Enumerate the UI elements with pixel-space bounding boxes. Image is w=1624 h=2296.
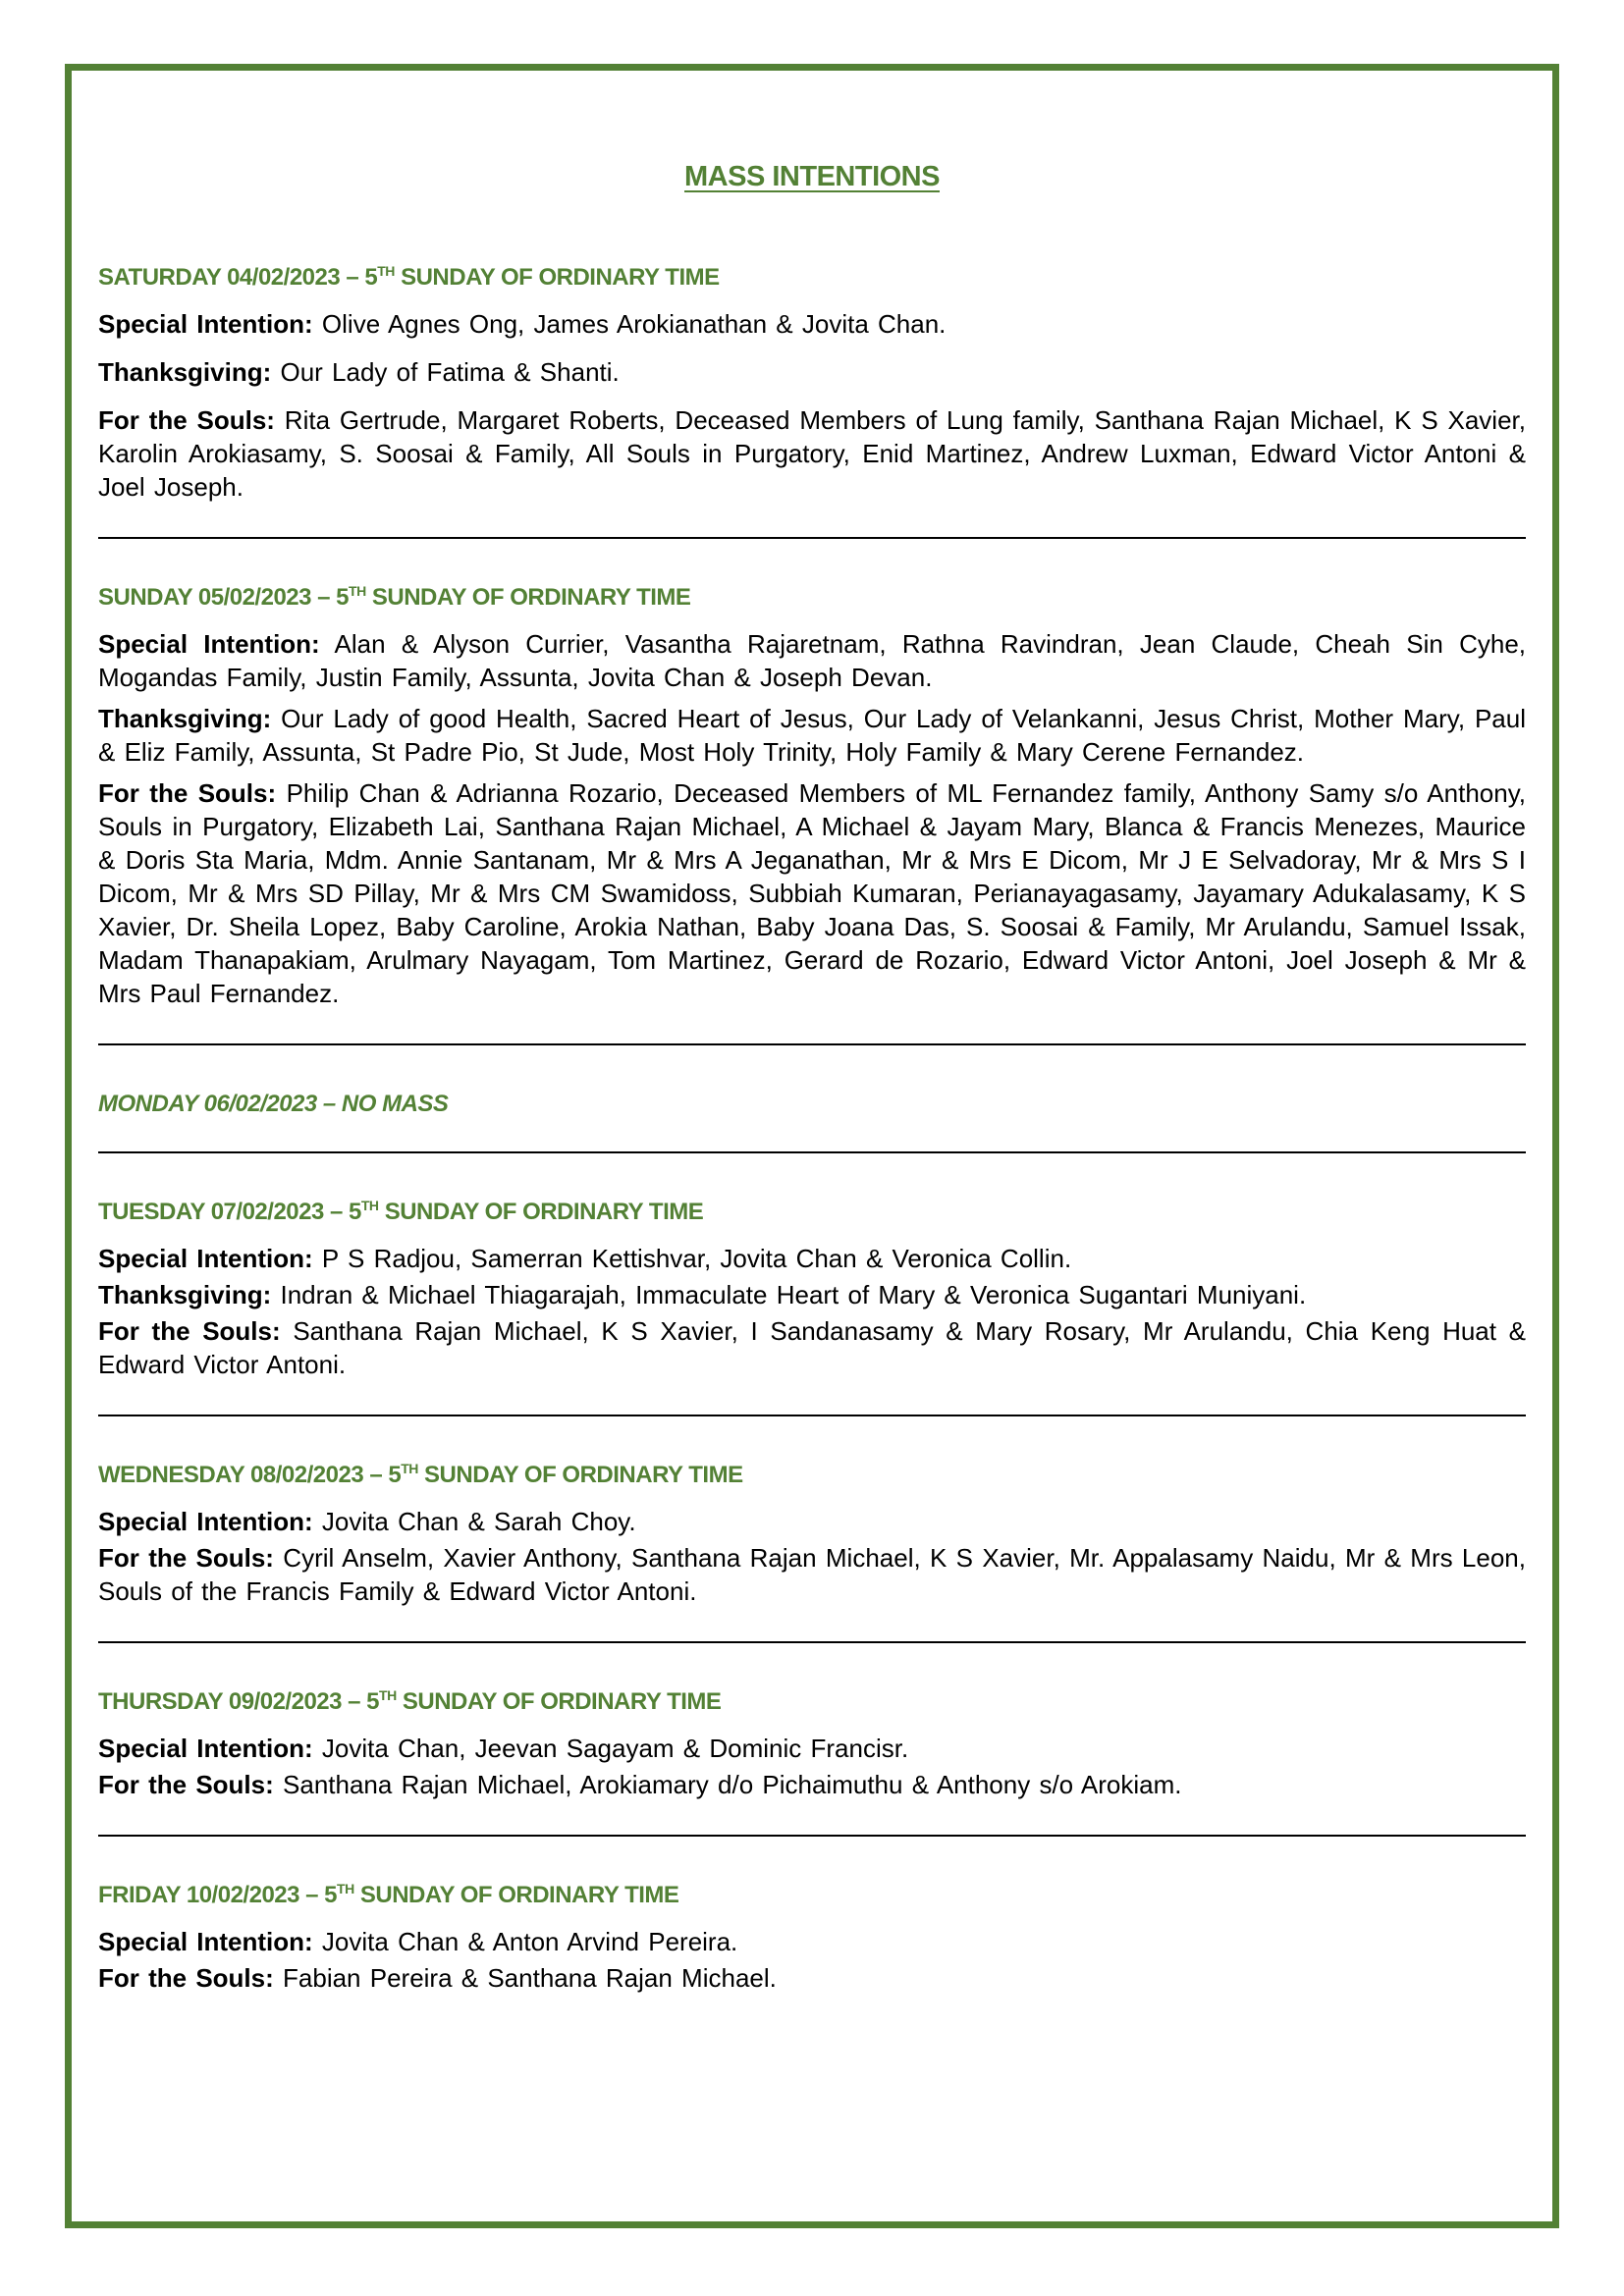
thanksgiving-paragraph — [98, 1278, 1526, 1311]
for-the-souls-paragraph — [98, 776, 1526, 1010]
special-intention-paragraph — [98, 307, 1526, 341]
paragraph-text: Cyril Anselm, Xavier Anthony, Santhana Rajan Michael, K S Xavier, Mr. Appalasamy Naidu, Mr & Mrs Leon, Souls of the Francis Family & Edward Victor Antoni. — [98, 1543, 1526, 1606]
paragraph-text: Jovita Chan & Anton Arvind Pereira. — [321, 1927, 738, 1956]
page-title: MASS INTENTIONS — [684, 161, 940, 192]
for-the-souls-paragraph — [98, 1961, 1526, 1995]
paragraph-text: Jovita Chan, Jeevan Sagayam & Dominic Francisr. — [321, 1734, 909, 1763]
paragraph-text: Fabian Pereira & Santhana Rajan Michael. — [283, 1963, 777, 1993]
heading-text: THURSDAY 09/02/2023 – 5 — [98, 1688, 380, 1715]
paragraph-text: Alan & Alyson Currier, Vasantha Rajaretnam, Rathna Ravindran, Jean Claude, Cheah Sin Cyhe, Mogandas Family, Justin Family, Assunta, Jovita Chan & Joseph Devan. — [98, 629, 1527, 692]
special-intention-paragraph — [98, 1925, 1526, 1958]
page-border-frame — [65, 64, 1559, 2228]
for-the-souls-paragraph — [98, 1314, 1526, 1381]
paragraph-label: Thanksgiving: — [98, 357, 272, 387]
section-heading-tuesday — [98, 1199, 1526, 1226]
heading-text: MONDAY 06/02/2023 – NO MASS — [98, 1091, 449, 1117]
section-divider — [98, 1835, 1526, 1837]
for-the-souls-paragraph — [98, 403, 1526, 504]
heading-ordinal-suffix: TH — [377, 263, 395, 279]
paragraph-label: Special Intention: — [98, 1927, 313, 1956]
paragraph-label: For the Souls: — [98, 1316, 281, 1346]
paragraph-text: Santhana Rajan Michael, Arokiamary d/o Pichaimuthu & Anthony s/o Arokiam. — [283, 1770, 1182, 1799]
thanksgiving-paragraph — [98, 702, 1526, 769]
paragraph-label: Special Intention: — [98, 1734, 313, 1763]
for-the-souls-paragraph — [98, 1768, 1526, 1801]
paragraph-text: Jovita Chan & Sarah Choy. — [321, 1507, 636, 1536]
mass-section-friday — [98, 1882, 1526, 1995]
heading-text: TUESDAY 07/02/2023 – 5 — [98, 1199, 361, 1225]
paragraph-text: Our Lady of Fatima & Shanti. — [280, 357, 620, 387]
paragraph-label: Special Intention: — [98, 629, 320, 659]
heading-text-rest: SUNDAY OF ORDINARY TIME — [396, 1688, 722, 1715]
section-divider — [98, 1151, 1526, 1153]
paragraph-text: Indran & Michael Thiagarajah, Immaculate Heart of Mary & Veronica Sugantari Muniyani. — [280, 1280, 1307, 1309]
paragraph-label: Special Intention: — [98, 1507, 313, 1536]
heading-text-rest: SUNDAY OF ORDINARY TIME — [378, 1199, 704, 1225]
for-the-souls-paragraph — [98, 1541, 1526, 1608]
heading-ordinal-suffix: TH — [379, 1687, 397, 1703]
section-heading-thursday — [98, 1688, 1526, 1716]
paragraph-text: Philip Chan & Adrianna Rozario, Deceased Members of ML Fernandez family, Anthony Samy s/o Anthony, Souls in Purgatory, Elizabeth Lai, Santhana Rajan Michael, A Michael & Jayam Mary, Blanca & Francis Menezes, Maurice & Doris Sta Maria, Mdm. Annie Santanam, Mr & Mrs A Jeganathan, Mr & Mrs E Dicom, Mr J E Selvadoray, Mr & Mrs S I Dicom, Mr & Mrs SD Pillay, Mr & Mrs CM Swamidoss, Subbiah Kumaran, Perianayagasamy, Jayamary Adukalasamy, K S Xavier, Dr. Sheila Lopez, Baby Caroline, Arokia Nathan, Baby Joana Das, S. Soosai & Family, Mr Arulandu, Samuel Issak, Madam Thanapakiam, Arulmary Nayagam, Tom Martinez, Gerard de Rozario, Edward Victor Antoni, Joel Joseph & Mr & Mrs Paul Fernandez. — [98, 778, 1527, 1008]
mass-section-sunday — [98, 584, 1526, 1010]
special-intention-paragraph — [98, 627, 1526, 694]
heading-text-rest: SUNDAY OF ORDINARY TIME — [353, 1882, 679, 1908]
paragraph-label: For the Souls: — [98, 1963, 274, 1993]
paragraph-text: Rita Gertrude, Margaret Roberts, Deceased Members of Lung family, Santhana Rajan Michael, K S Xavier, Karolin Arokiasamy, S. Soosai & Family, All Souls in Purgatory, Enid Martinez, Andrew Luxman, Edward Victor Antoni & Joel Joseph. — [98, 405, 1526, 502]
paragraph-label: For the Souls: — [98, 1543, 274, 1573]
heading-text: SUNDAY 05/02/2023 – 5 — [98, 584, 350, 611]
special-intention-paragraph — [98, 1505, 1526, 1538]
special-intention-paragraph — [98, 1732, 1526, 1765]
heading-ordinal-suffix: TH — [401, 1461, 418, 1476]
paragraph-label: Thanksgiving: — [98, 704, 272, 733]
section-heading-sunday — [98, 584, 1526, 612]
paragraph-label: Thanksgiving: — [98, 1280, 272, 1309]
section-divider — [98, 1043, 1526, 1045]
paragraph-label: Special Intention: — [98, 1244, 313, 1273]
section-heading-wednesday — [98, 1462, 1526, 1489]
paragraph-text: P S Radjou, Samerran Kettishvar, Jovita Chan & Veronica Collin. — [321, 1244, 1072, 1273]
mass-section-saturday — [98, 264, 1526, 504]
paragraph-text: Olive Agnes Ong, James Arokianathan & Jovita Chan. — [321, 309, 947, 339]
heading-ordinal-suffix: TH — [337, 1881, 354, 1896]
section-heading-monday — [98, 1091, 1526, 1118]
section-divider — [98, 537, 1526, 539]
heading-text: WEDNESDAY 08/02/2023 – 5 — [98, 1462, 402, 1488]
section-divider — [98, 1641, 1526, 1643]
section-heading-saturday — [98, 264, 1526, 292]
mass-section-thursday — [98, 1688, 1526, 1801]
section-divider — [98, 1415, 1526, 1416]
mass-section-wednesday — [98, 1462, 1526, 1608]
paragraph-label: For the Souls: — [98, 405, 275, 435]
paragraph-label: For the Souls: — [98, 778, 277, 808]
heading-text-rest: SUNDAY OF ORDINARY TIME — [417, 1462, 743, 1488]
heading-text-rest: SUNDAY OF ORDINARY TIME — [394, 264, 720, 291]
mass-section-tuesday — [98, 1199, 1526, 1381]
heading-ordinal-suffix: TH — [360, 1198, 379, 1213]
heading-text: FRIDAY 10/02/2023 – 5 — [98, 1882, 338, 1908]
mass-section-monday — [98, 1091, 1526, 1118]
paragraph-text: Santhana Rajan Michael, K S Xavier, I Sandanasamy & Mary Rosary, Mr Arulandu, Chia Keng Huat & Edward Victor Antoni. — [98, 1316, 1526, 1379]
paragraph-label: Special Intention: — [98, 309, 313, 339]
thanksgiving-paragraph — [98, 355, 1526, 389]
special-intention-paragraph — [98, 1242, 1526, 1275]
section-heading-friday — [98, 1882, 1526, 1909]
heading-text-rest: SUNDAY OF ORDINARY TIME — [365, 584, 691, 611]
paragraph-text: Our Lady of good Health, Sacred Heart of Jesus, Our Lady of Velankanni, Jesus Christ, Mother Mary, Paul & Eliz Family, Assunta, St Padre Pio, St Jude, Most Holy Trinity, Holy Family & Mary Cerene Fernandez. — [98, 704, 1526, 767]
heading-ordinal-suffix: TH — [349, 583, 366, 599]
heading-text: SATURDAY 04/02/2023 – 5 — [98, 264, 378, 291]
paragraph-label: For the Souls: — [98, 1770, 274, 1799]
